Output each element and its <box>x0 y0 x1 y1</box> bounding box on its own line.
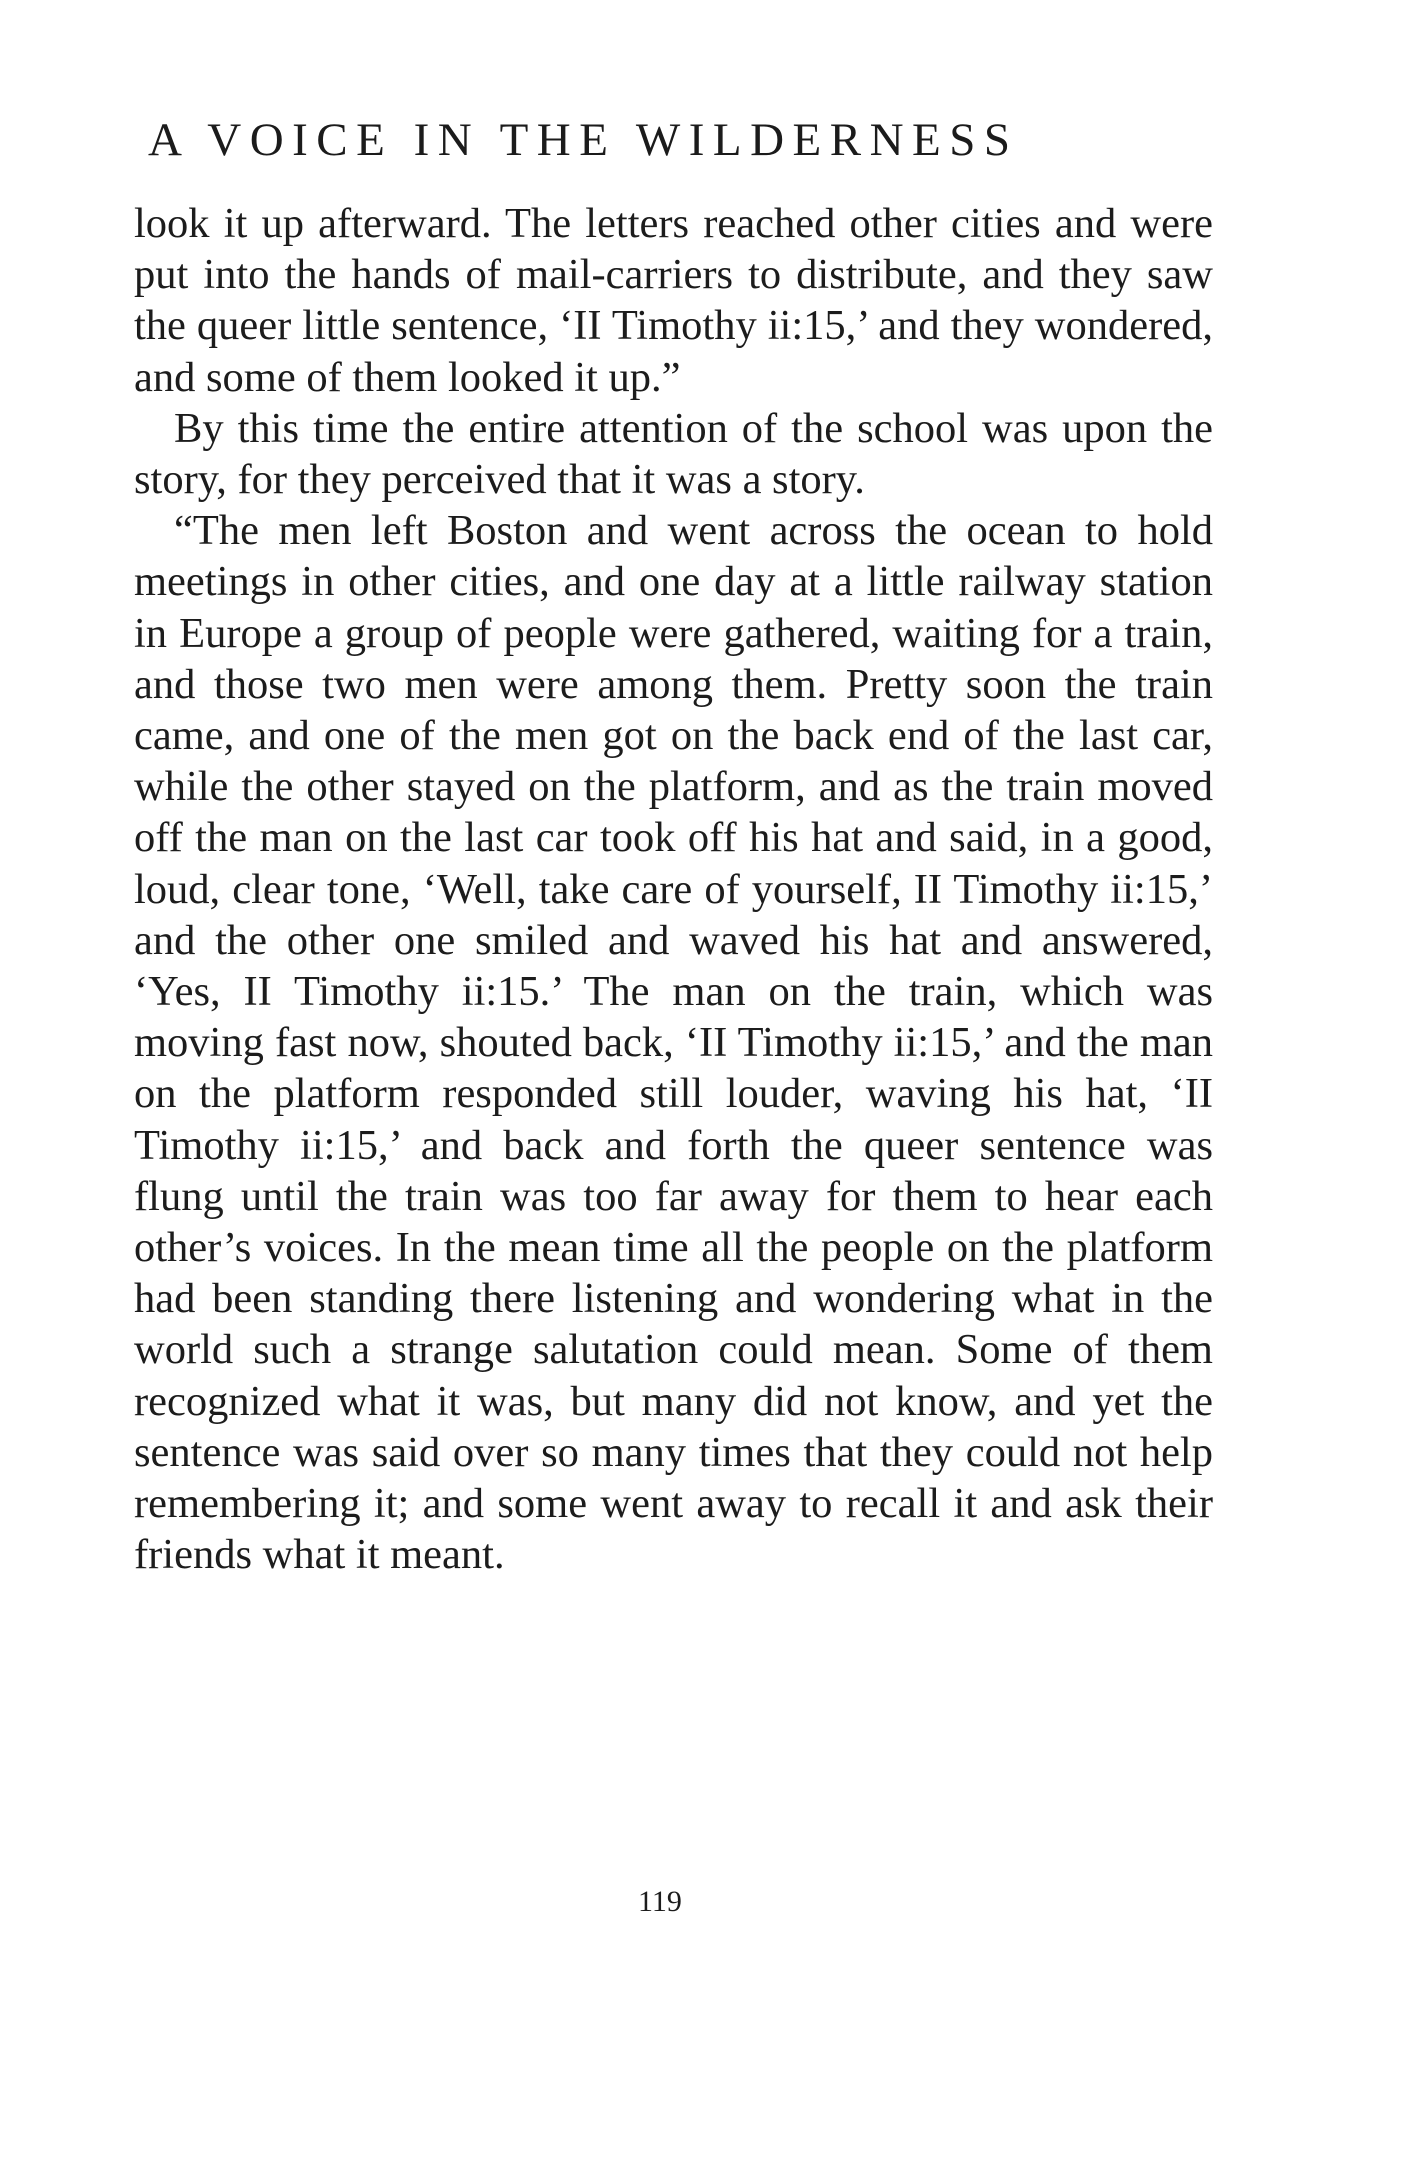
paragraph-continuation: look it up afterward. The letters reached other cities and were put into the hands of mail-carriers to distribute, and they saw the queer little sentence, ‘II Timothy ii:15,’ and they wondered, and some of them looked it up.” <box>134 200 1213 401</box>
running-head-title: A VOICE IN THE WILDERNESS <box>148 114 1019 166</box>
body-text <box>134 198 1213 1580</box>
page-number: 119 <box>638 1885 682 1918</box>
paragraph-school-attention: By this time the entire attention of the school was upon the story, for they perceived that it was a story. <box>134 404 1213 504</box>
paragraph-railway-story: “The men left Boston and went across the ocean to hold meetings in other cities, and one day at a little railway station in Europe a group of people were gathered, waiting for a train, and those two men were among them. Pretty soon the train came, and one of the men got on the back end of the last car, while the other stayed on the platform, and as the train moved off the man on the last car took off his hat and said, in a good, loud, clear tone, ‘Well, take care of yourself, II Timothy ii:15,’ and the other one smiled and waved his hat and answered, ‘Yes, II Timothy ii:15.’ The man on the train, which was moving fast now, shouted back, ‘II Timothy ii:15,’ and the man on the platform responded still louder, waving his hat, ‘II Timothy ii:15,’ and back and forth the queer sentence was flung until the train was too far away for them to hear each other’s voices. In the mean time all the people on the platform had been standing there listening and wondering what in the world such a strange salutation could mean. Some of them recognized what it was, but many did not know, and yet the sentence was said over so many times that they could not help remembering it; and some went away to recall it and ask their friends what it meant. <box>134 507 1213 1579</box>
